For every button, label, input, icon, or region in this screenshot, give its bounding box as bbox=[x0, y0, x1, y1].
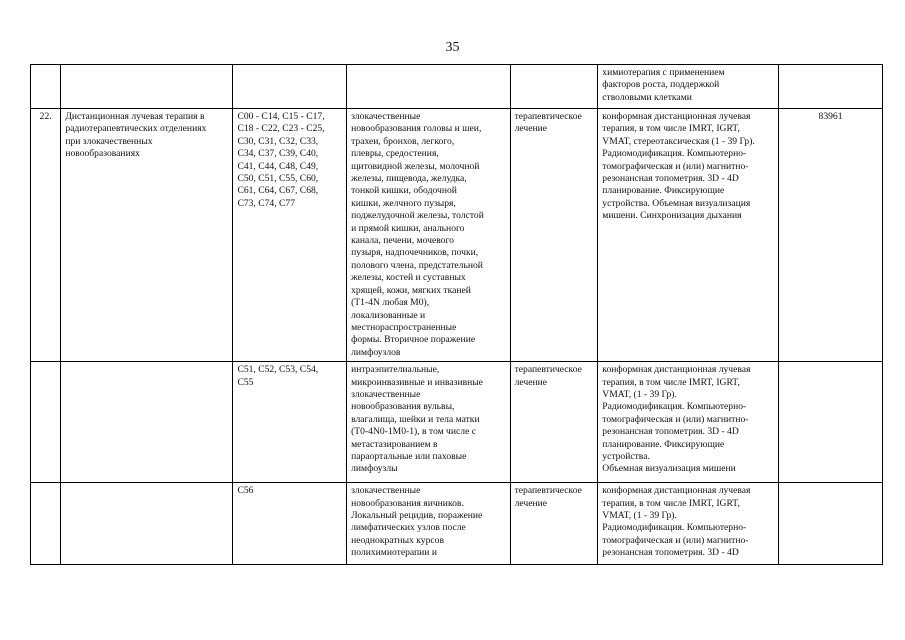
icd-codes-cell bbox=[233, 65, 347, 109]
text-line: при злокачественных bbox=[65, 135, 153, 147]
text-line: новообразования головы и шеи, bbox=[351, 123, 482, 135]
patient-model-cell bbox=[347, 65, 510, 109]
text-line: томографическая и (или) магнитно- bbox=[602, 534, 749, 546]
service-name-cell bbox=[61, 65, 233, 109]
text-line: мишени. Синхронизация дыхания bbox=[602, 210, 742, 222]
text-line: C18 - C22, C23 - C25, bbox=[237, 123, 325, 135]
row-number-cell bbox=[31, 65, 61, 109]
text-line: железы, костей и суставных bbox=[351, 272, 466, 284]
text-line: Локальный рецидив, поражение bbox=[351, 509, 483, 521]
text-line: Объемная визуализация мишени bbox=[602, 463, 736, 475]
text-line: радиотерапевтических отделениях bbox=[65, 123, 207, 135]
text-line: C34, C37, C39, C40, bbox=[237, 148, 319, 160]
service-name-cell bbox=[61, 109, 233, 362]
text-line: VMAT, стереотаксическая (1 - 39 Гр). bbox=[602, 135, 755, 147]
text-line: Радиомодификация. Компьютерно- bbox=[602, 522, 747, 534]
text-line: терапия, в том числе IMRT, IGRT, bbox=[602, 376, 740, 388]
service-name-cell bbox=[61, 362, 233, 483]
text-line: (T0-4N0-1M0-1), в том числе с bbox=[351, 426, 476, 438]
text-line: C00 - C14, C15 - C17, bbox=[237, 111, 325, 122]
text-line: VMAT, (1 - 39 Гр). bbox=[602, 509, 677, 521]
text-line: железы, пищевода, желудка, bbox=[351, 173, 467, 185]
text-line: томографическая и (или) магнитно- bbox=[602, 160, 749, 172]
text-line: кишки, желчного пузыря, bbox=[351, 197, 456, 209]
page-number: 35 bbox=[445, 40, 460, 55]
text-line: локализованные и bbox=[351, 309, 426, 321]
text-line: злокачественные bbox=[351, 485, 421, 497]
text-line: стволовыми клетками bbox=[602, 91, 692, 103]
patient-model-cell bbox=[347, 483, 510, 565]
text-line: лечение bbox=[514, 497, 547, 509]
text-line: интраэпителиальные, bbox=[351, 364, 440, 376]
treatment-method-cell bbox=[598, 362, 779, 483]
text-line: метастазированием в bbox=[351, 438, 438, 450]
text-line: трахеи, бронхов, легкого, bbox=[351, 135, 455, 147]
table-row bbox=[31, 65, 883, 109]
text-line: плевры, средостения, bbox=[351, 148, 439, 160]
text-line: новообразования вульвы, bbox=[351, 401, 455, 413]
text-line: терапевтическое bbox=[514, 111, 582, 122]
text-line: новообразования яичников. bbox=[351, 497, 464, 509]
text-line: терапия, в том числе IMRT, IGRT, bbox=[602, 497, 740, 509]
text-line: конформная дистанционная лучевая bbox=[602, 485, 751, 497]
row-number-cell bbox=[31, 362, 61, 483]
table-row bbox=[31, 483, 883, 565]
text-line: тонкой кишки, ободочной bbox=[351, 185, 457, 197]
text-line: терапевтическое bbox=[514, 485, 582, 497]
text-line: Дистанционная лучевая терапия в bbox=[65, 111, 205, 122]
text-line: терапия, в том числе IMRT, IGRT, bbox=[602, 123, 740, 135]
service-name-cell bbox=[61, 483, 233, 565]
treatment-category-cell bbox=[510, 362, 598, 483]
text-line: параортальные или паховые bbox=[351, 450, 467, 462]
table-row bbox=[31, 109, 883, 362]
icd-codes-cell bbox=[233, 109, 347, 362]
text-line: C51, C52, C53, C54, bbox=[237, 364, 319, 376]
text-line: резонансная топометрия. 3D - 4D bbox=[602, 547, 739, 559]
text-line: (T1-4N любая M0), bbox=[351, 297, 430, 309]
text-line: злокачественные bbox=[351, 388, 421, 400]
text-line: планирование. Фиксирующие bbox=[602, 185, 725, 197]
text-line: C73, C74, C77 bbox=[237, 197, 296, 209]
text-line: новообразованиях bbox=[65, 148, 140, 160]
text-line: Радиомодификация. Компьютерно- bbox=[602, 401, 747, 413]
treatment-method-cell bbox=[598, 483, 779, 565]
patient-model-cell bbox=[347, 362, 510, 483]
icd-codes-cell bbox=[233, 483, 347, 565]
text-line: факторов роста, поддержкой bbox=[602, 79, 720, 91]
text-line: устройства. bbox=[602, 450, 650, 462]
text-line: полихимиотерапии и bbox=[351, 547, 437, 559]
text-line: резонансная топометрия. 3D - 4D bbox=[602, 173, 739, 185]
treatment-category-cell bbox=[510, 65, 598, 109]
text-line: лимфоузлов bbox=[351, 346, 401, 358]
text-line: местнораспространенные bbox=[351, 321, 457, 333]
text-line: C61, C64, C67, C68, bbox=[237, 185, 319, 197]
text-line: и прямой кишки, анального bbox=[351, 222, 465, 234]
text-line: томографическая и (или) магнитно- bbox=[602, 413, 749, 425]
text-line: пузыря, надпочечников, почки, bbox=[351, 247, 479, 259]
text-line: C56 bbox=[237, 485, 254, 497]
text-line: резонансная топометрия. 3D - 4D bbox=[602, 426, 739, 438]
text-line: устройства. Объемная визуализация bbox=[602, 197, 751, 209]
text-line: микроинвазивные и инвазивные bbox=[351, 376, 483, 388]
text-line: формы. Вторичное поражение bbox=[351, 334, 476, 346]
text-line: поджелудочной железы, толстой bbox=[351, 210, 484, 222]
text-line: щитовидной железы, молочной bbox=[351, 160, 480, 172]
text-line: химиотерапия с применением bbox=[602, 67, 725, 78]
text-line: C41, C44, C48, C49, bbox=[237, 160, 319, 172]
patient-model-cell bbox=[347, 109, 510, 362]
text-line: лечение bbox=[514, 376, 547, 388]
text-line: VMAT, (1 - 39 Гр). bbox=[602, 388, 677, 400]
price-cell bbox=[779, 483, 883, 565]
treatment-category-cell bbox=[510, 483, 598, 565]
text-line: лимфоузлы bbox=[351, 463, 398, 475]
text-line: лечение bbox=[514, 123, 547, 135]
text-line: терапевтическое bbox=[514, 364, 582, 376]
text-line: планирование. Фиксирующие bbox=[602, 438, 725, 450]
icd-codes-cell bbox=[233, 362, 347, 483]
text-line: C50, C51, C55, C60, bbox=[237, 173, 319, 185]
table-row bbox=[31, 362, 883, 483]
text-line: лимфатических узлов после bbox=[351, 522, 466, 534]
text-line: хрящей, кожи, мягких тканей bbox=[351, 284, 471, 296]
text-line: Радиомодификация. Компьютерно- bbox=[602, 148, 747, 160]
text-line: неоднократных курсов bbox=[351, 534, 444, 546]
price-cell bbox=[779, 362, 883, 483]
text-line: канала, печени, мочевого bbox=[351, 235, 454, 247]
text-line: конформная дистанционная лучевая bbox=[602, 111, 751, 122]
text-line: C30, C31, C32, C33, bbox=[237, 135, 319, 147]
text-line: C55 bbox=[237, 376, 254, 388]
text-line: конформная дистанционная лучевая bbox=[602, 364, 751, 376]
price-cell: 83961 bbox=[779, 109, 883, 362]
treatment-method-cell bbox=[598, 65, 779, 109]
treatment-table bbox=[30, 64, 883, 565]
text-line: влагалища, шейки и тела матки bbox=[351, 413, 480, 425]
treatment-method-cell bbox=[598, 109, 779, 362]
treatment-category-cell bbox=[510, 109, 598, 362]
text-line: полового члена, предстательной bbox=[351, 259, 483, 271]
row-number-cell bbox=[31, 483, 61, 565]
row-number-cell: 22. bbox=[31, 109, 61, 362]
text-line: злокачественные bbox=[351, 111, 421, 122]
price-cell bbox=[779, 65, 883, 109]
